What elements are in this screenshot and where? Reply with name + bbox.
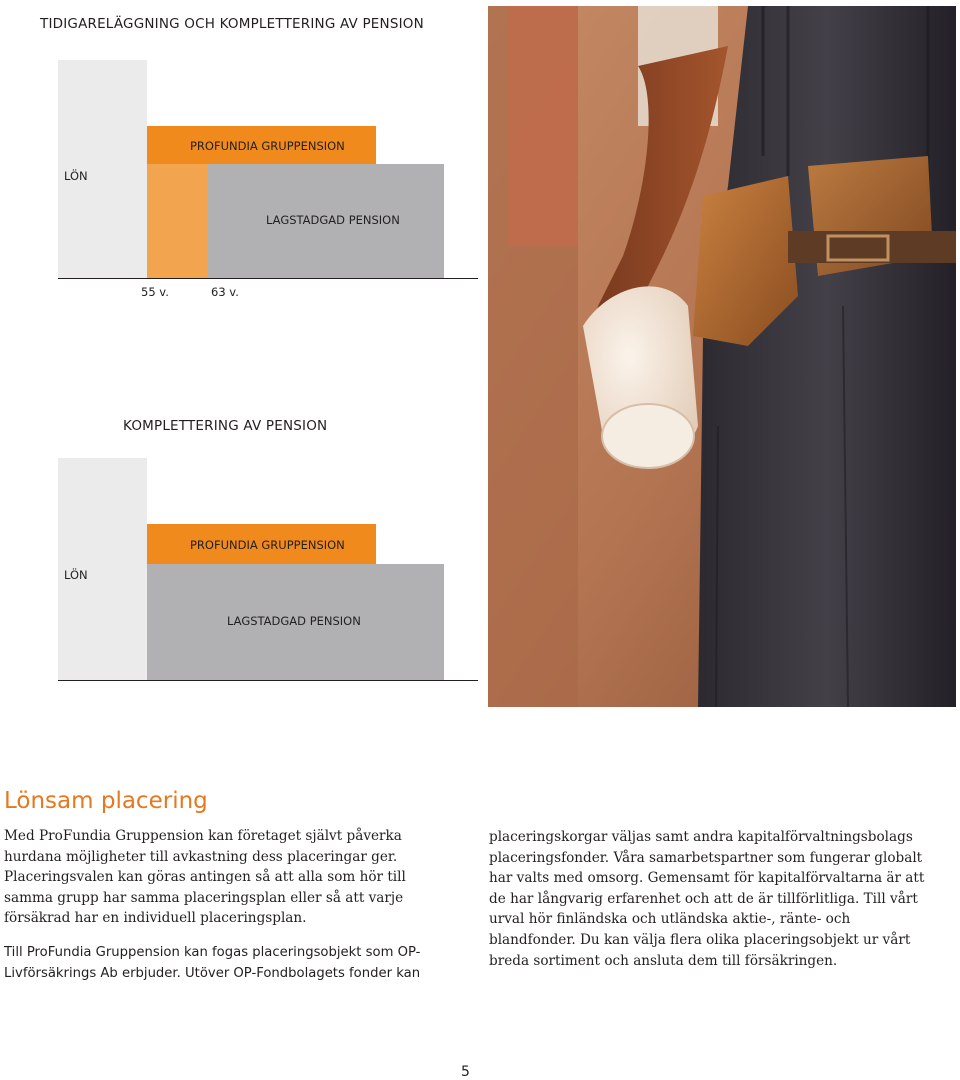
diagram-title: TIDIGARELÄGGNING OCH KOMPLETTERING AV PENSION	[40, 16, 424, 32]
statutory-label: LAGSTADGAD PENSION	[227, 614, 361, 628]
profundia-label: PROFUNDIA GRUPPENSION	[190, 538, 345, 552]
time-axis	[58, 278, 478, 279]
profundia-label: PROFUNDIA GRUPPENSION	[190, 139, 345, 153]
text-column-left	[4, 826, 450, 984]
diagram-title: KOMPLETTERING AV PENSION	[123, 418, 328, 434]
salary-label: LÖN	[64, 568, 88, 582]
age-63-label: 63 v.	[211, 285, 239, 299]
section-heading: Lönsam placering	[4, 788, 208, 814]
page-number: 5	[461, 1064, 470, 1080]
worker-photo	[488, 6, 956, 707]
profundia-early-block	[147, 164, 208, 278]
photo-illustration	[488, 6, 956, 707]
statutory-label: LAGSTADGAD PENSION	[266, 213, 400, 227]
salary-label: LÖN	[64, 169, 88, 183]
paragraph: placeringskorgar väljas samt andra kapitalförvaltningsbolags placeringsfonder. Våra samarbetspartner som fungerar globalt har valts med omsorg. Gemensamt för kapitalförvaltarna är att de har långvarig erfarenhet och att de är tillförlitliga. Till vårt urval hör finländska och utländska aktie-, ränte- och blandfonder. Du kan välja flera olika placeringsobjekt ur vårt breda sortiment och ansluta dem till försäkringen.	[489, 829, 925, 969]
paragraph: Till ProFundia Gruppension kan fogas placeringsobjekt som OP-Livförsäkrings Ab erbjuder. Utöver OP-Fondbolagets fonder kan	[4, 944, 421, 981]
paragraph: Med ProFundia Gruppension kan företaget självt påverka hurdana möjligheter till avkastning dess placeringar ger. Placeringsvalen kan göras antingen så att alla som hör till samma grupp har samma placeringsplan eller så att varje försäkrad har en individuell placeringsplan.	[4, 828, 406, 927]
age-55-label: 55 v.	[141, 285, 169, 299]
text-column-right	[489, 827, 937, 971]
time-axis	[58, 680, 478, 681]
